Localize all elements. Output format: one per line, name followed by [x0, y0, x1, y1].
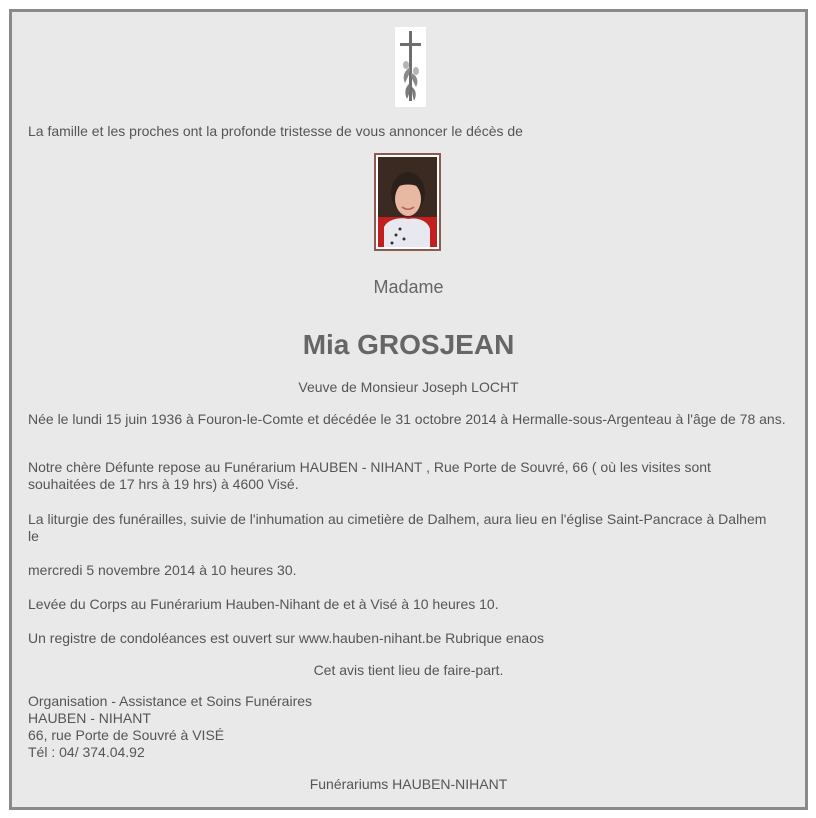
organisation-line-2: HAUBEN - NIHANT	[28, 710, 151, 726]
spouse-line: Veuve de Monsieur Joseph LOCHT	[298, 379, 519, 395]
organisation-line-1: Organisation - Assistance et Soins Funéraires	[28, 693, 313, 709]
repose-text: Notre chère Défunte repose au Funérarium HAUBEN - NIHANT , Rue Porte de Souvré, 66 ( où les visites sont souhaitées de 17 hrs à 19 hrs) à 4600 Visé.	[28, 459, 711, 492]
honorific: Madame	[373, 277, 444, 297]
obituary-notice	[9, 9, 808, 810]
ceremony-date: mercredi 5 novembre 2014 à 10 heures 30.	[28, 562, 297, 578]
levee-text: Levée du Corps au Funérarium Hauben-Nihant de et à Visé à 10 heures 10.	[28, 596, 499, 612]
portrait-photo	[374, 153, 441, 251]
deceased-name: Mia GROSJEAN	[302, 329, 515, 360]
liturgy-text: La liturgie des funérailles, suivie de l'inhumation au cimetière de Dalhem, aura lieu en l'église Saint-Pancrace à Dalhem le	[28, 511, 767, 544]
organisation-block	[28, 693, 528, 761]
intro-text: La famille et les proches ont la profonde tristesse de vous annoncer le décès de	[28, 123, 523, 139]
notice-text: Cet avis tient lieu de faire-part.	[313, 662, 504, 678]
birth-death-text: Née le lundi 15 juin 1936 à Fouron-le-Comte et décédée le 31 octobre 2014 à Hermalle-sous-Argenteau à l'âge de 78 ans.	[28, 411, 786, 427]
organisation-phone: Tél : 04/ 374.04.92	[28, 744, 145, 760]
registry-text: Un registre de condoléances est ouvert sur www.hauben-nihant.be Rubrique enaos	[28, 630, 544, 646]
footer-text: Funérariums HAUBEN-NIHANT	[309, 776, 508, 792]
cross-with-lilies-icon	[395, 27, 426, 107]
organisation-line-3: 66, rue Porte de Souvré à VISÉ	[28, 727, 225, 743]
